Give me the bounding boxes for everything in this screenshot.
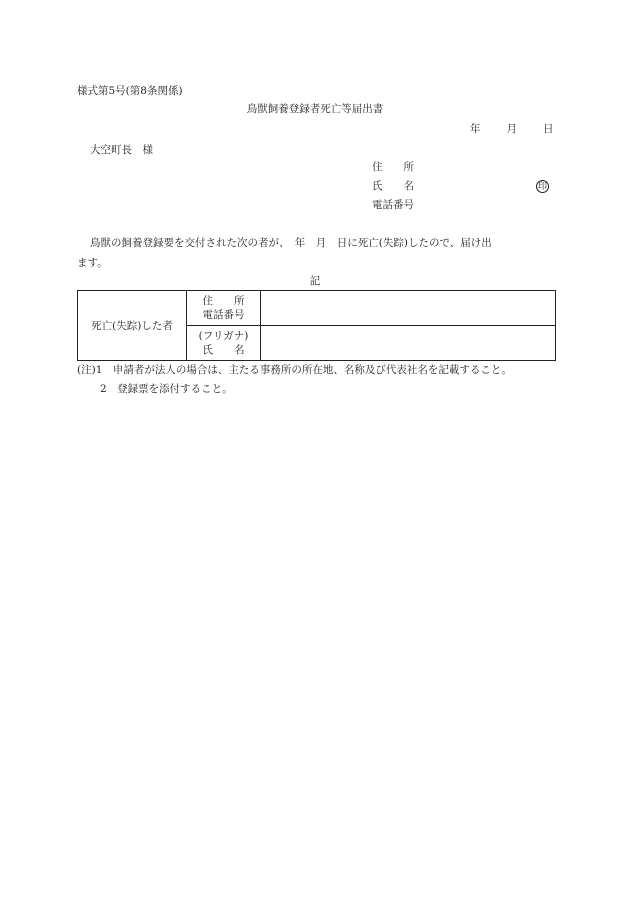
submission-date (470, 124, 554, 135)
date-month-label: 月 (506, 123, 517, 135)
recipient: 大空町長 様 (90, 144, 153, 156)
applicant-address-label: 住 所 (372, 161, 414, 173)
date-day-label: 日 (543, 123, 554, 135)
applicant-phone-label: 電話番号 (372, 199, 414, 211)
seal-icon: 印 (537, 182, 547, 192)
address-phone-label-cell (187, 291, 261, 326)
applicant-name-label: 氏 名 (372, 180, 414, 192)
address-label: 住 所 (202, 295, 245, 307)
furigana-label: (フリガナ) (198, 330, 249, 342)
ki-heading: 記 (309, 275, 321, 287)
date-year-label: 年 (470, 123, 481, 135)
body-text-line1: 鳥獣の飼養登録要を交付された次の者が、 年 月 日に死亡(失踪)したので、届け出 (90, 237, 492, 249)
document-title: 鳥獣飼養登録者死亡等届出書 (246, 103, 384, 115)
name-label: 氏 名 (202, 344, 245, 356)
address-phone-value-cell[interactable] (261, 291, 556, 326)
form-number: 様式第5号(第8条関係) (77, 85, 183, 97)
name-label-cell (187, 326, 261, 361)
note-1: (注)1 申請者が法人の場合は、主たる事務所の所在地、名称及び代表社名を記載すること。 (77, 364, 512, 376)
body-text-line2: ます。 (77, 257, 108, 269)
name-value-cell[interactable] (261, 326, 556, 361)
deceased-info-table (77, 290, 556, 361)
phone-label: 電話番号 (202, 309, 245, 321)
deceased-row-header: 死亡(失踪)した者 (78, 291, 187, 361)
note-2: 2 登録票を添付すること。 (100, 383, 233, 395)
